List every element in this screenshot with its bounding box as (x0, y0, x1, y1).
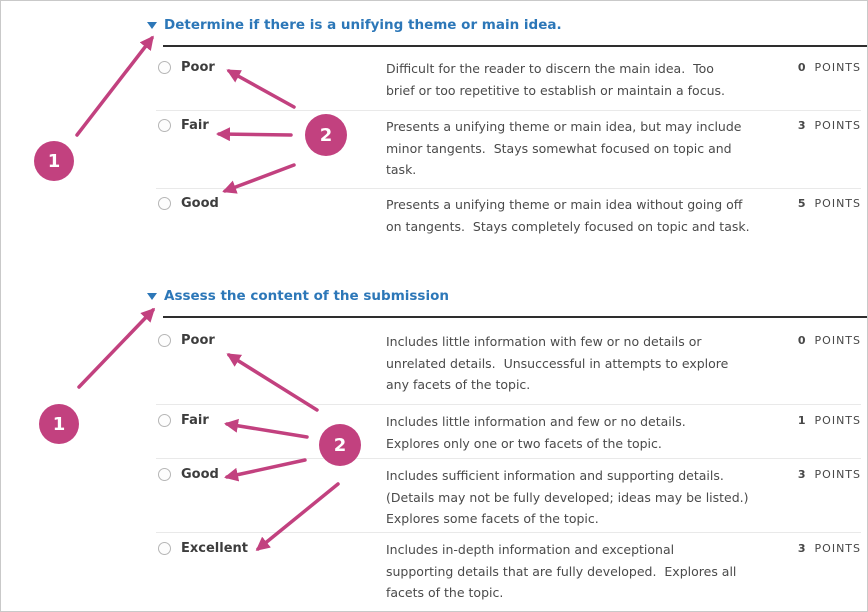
collapse-triangle-icon[interactable] (147, 293, 157, 300)
rating-description: Includes sufficient information and supporting details. (Details may not be fully developed; ideas may be listed.) Explores some facets of the topic. (386, 468, 749, 526)
points-value: 3 POINTS (797, 119, 861, 132)
callout-badge-1: 1 (39, 404, 79, 444)
rating-row (156, 539, 861, 609)
row-separator (156, 188, 861, 189)
rating-label[interactable]: Excellent (181, 541, 248, 556)
rating-description: Presents a unifying theme or main idea without going off on tangents. Stays completely focused on topic and task. (386, 197, 750, 234)
rating-label[interactable]: Fair (181, 118, 209, 133)
points-value: 0 POINTS (797, 334, 861, 347)
row-separator (156, 532, 861, 533)
rating-row (156, 465, 861, 535)
rating-description: Includes in-depth information and exceptional supporting details that are fully developed. Explores all facets of the topic. (386, 542, 737, 600)
rating-label[interactable]: Poor (181, 333, 215, 348)
rating-row (156, 194, 861, 264)
criterion-title: Assess the content of the submission (164, 288, 449, 304)
rating-label[interactable]: Good (181, 196, 219, 211)
annotation-arrow (79, 310, 153, 387)
points-value: 0 POINTS (797, 61, 861, 74)
collapse-triangle-icon[interactable] (147, 22, 157, 29)
radio-excellent-2[interactable] (158, 542, 171, 555)
header-rule (163, 45, 867, 47)
radio-good-1[interactable] (158, 197, 171, 210)
radio-fair-2[interactable] (158, 414, 171, 427)
points-value: 3 POINTS (797, 542, 861, 555)
rating-description: Presents a unifying theme or main idea, but may include minor tangents. Stays somewhat focused on topic and task. (386, 119, 742, 177)
rating-label[interactable]: Good (181, 467, 219, 482)
callout-badge-2: 2 (319, 424, 361, 466)
row-separator (156, 110, 861, 111)
points-value: 3 POINTS (797, 468, 861, 481)
annotation-arrow (77, 38, 152, 135)
rating-description: Includes little information with few or no details or unrelated details. Unsuccessful in attempts to explore any facets of the topic. (386, 334, 729, 392)
rating-row (156, 116, 861, 186)
rating-label[interactable]: Poor (181, 60, 215, 75)
rating-description: Includes little information and few or no details. Explores only one or two facets of the topic. (386, 414, 686, 451)
radio-good-2[interactable] (158, 468, 171, 481)
rating-label[interactable]: Fair (181, 413, 209, 428)
radio-poor-2[interactable] (158, 334, 171, 347)
callout-badge-2: 2 (305, 114, 347, 156)
radio-poor-1[interactable] (158, 61, 171, 74)
points-value: 5 POINTS (797, 197, 861, 210)
criterion-title: Determine if there is a unifying theme or main idea. (164, 17, 562, 33)
rating-row (156, 331, 861, 401)
radio-fair-1[interactable] (158, 119, 171, 132)
points-value: 1 POINTS (797, 414, 861, 427)
header-rule (163, 316, 867, 318)
row-separator (156, 404, 861, 405)
callout-badge-1: 1 (34, 141, 74, 181)
row-separator (156, 458, 861, 459)
rating-description: Difficult for the reader to discern the main idea. Too brief or too repetitive to establish or maintain a focus. (386, 61, 725, 98)
